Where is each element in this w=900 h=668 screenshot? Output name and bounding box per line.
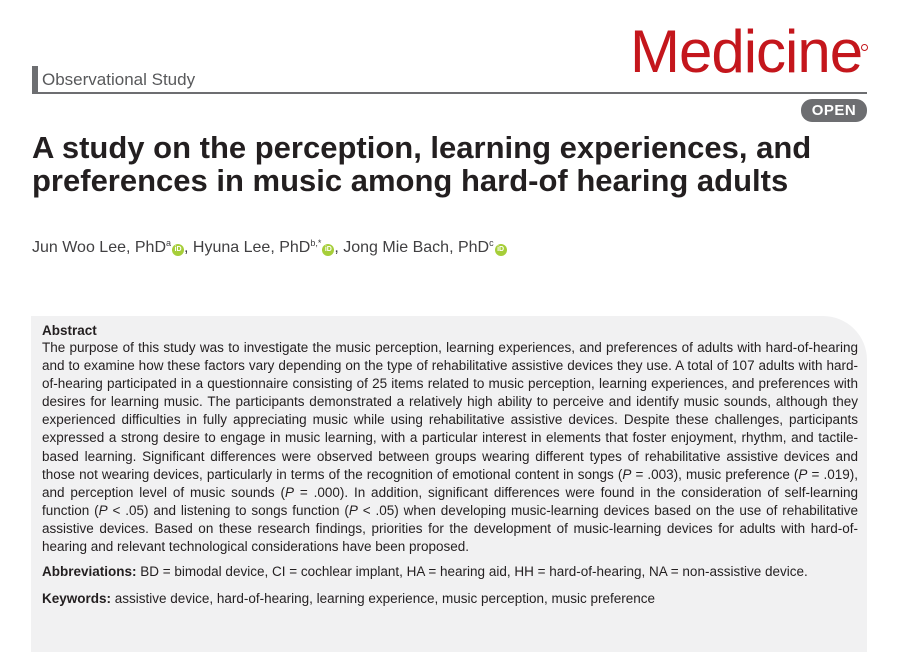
keywords-label: Keywords:: [42, 591, 112, 607]
author: [343, 239, 506, 256]
author: [193, 239, 343, 256]
abstract-heading: Abstract: [42, 323, 97, 338]
author-name[interactable]: Jun Woo Lee, PhD: [32, 239, 167, 256]
abstract-box: [31, 316, 867, 652]
author: [32, 239, 193, 256]
author-name[interactable]: Hyuna Lee, PhD: [192, 239, 311, 256]
p-value-symbol: P: [622, 466, 632, 482]
keywords: [42, 590, 858, 608]
keywords-text: assistive device, hard-of-hearing, learning experience, music perception, music preference: [111, 591, 656, 607]
author-separator: ,: [334, 239, 344, 256]
open-access-badge: OPEN: [801, 99, 867, 122]
abstract-text-segment: < .05) when developing music-learning devices based on the use of rehabilitative assistive devices. Based on these research findings, priorities for the development of music-learning devices for adults with hard-of-hearing and relevant technological considerations have been proposed.: [42, 502, 858, 555]
abbreviations-label: Abbreviations:: [42, 564, 137, 580]
author-separator: ,: [184, 239, 193, 256]
abbreviations-text: BD = bimodal device, CI = cochlear implant, HA = hearing aid, HH = hard-of-hearing, NA = non-assistive device.: [136, 564, 808, 580]
registered-mark-icon: [861, 44, 868, 51]
orcid-icon[interactable]: iD: [172, 244, 184, 256]
orcid-icon[interactable]: iD: [322, 244, 334, 256]
affiliation-marker[interactable]: c: [489, 238, 494, 248]
affiliation-marker[interactable]: a: [166, 238, 172, 248]
p-value-symbol: P: [98, 502, 108, 518]
abbreviations: [42, 563, 858, 581]
author-name[interactable]: Jong Mie Bach, PhD: [343, 239, 490, 256]
abstract-content: [42, 322, 858, 608]
abstract-body: [42, 339, 858, 556]
orcid-icon[interactable]: iD: [495, 244, 507, 256]
author-list: [32, 239, 507, 257]
abstract-text-segment: = .019), and perception level of music sounds (: [42, 466, 858, 500]
abstract-text-segment: The purpose of this study was to investigate the music perception, learning experiences, and preferences of adults with hard-of-hearing and to examine how these factors vary depending on the type of rehabilitative assistive devices they use. A total of 107 adults with hard-of-hearing participated in a questionnaire consisting of 25 items related to music perception, learning experiences, and preferences with desires for learning music. The participants demonstrated a relatively high ability to perceive and identify music sounds, although they experienced difficulties in fully appreciating music while using rehabilitative assistive devices. Despite these challenges, participants expressed a strong desire to engage in music learning, with a particular interest in elements that foster enjoyment, rhythm, and tactile-based learning. Significant differences were observed between groups wearing different types of rehabilitative assistive devices and those not wearing devices, particularly in terms of the recognition of emotional content in songs (: [42, 340, 858, 482]
abstract-text-segment: < .05) and listening to songs function (: [107, 502, 349, 518]
p-value-symbol: P: [798, 466, 808, 482]
abstract-text-segment: = .000). In addition, significant differences were found in the consideration of self-learning function (: [42, 484, 858, 518]
article-title: A study on the perception, learning experiences, and preferences in music among hard-of hearing adults: [32, 130, 812, 198]
section-bar: [32, 66, 38, 92]
header-rule: [32, 92, 867, 94]
journal-logo[interactable]: Medicine: [630, 18, 863, 85]
p-value-symbol: P: [348, 502, 358, 518]
p-value-symbol: P: [284, 484, 294, 500]
affiliation-marker[interactable]: b,*: [310, 238, 322, 248]
section-label: Observational Study: [42, 70, 196, 89]
abstract-text-segment: = .003), music preference (: [631, 466, 799, 482]
